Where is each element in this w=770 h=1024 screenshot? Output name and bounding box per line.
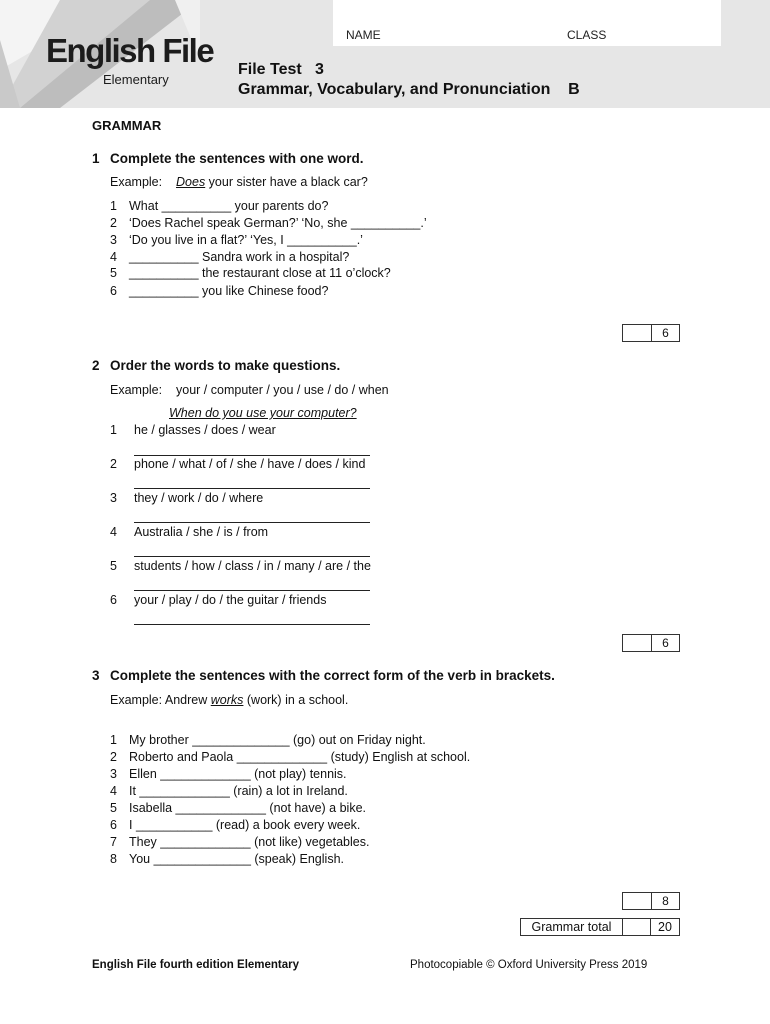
example-rest: (work) in a school. [243,693,349,707]
example-label: Example: [110,383,163,397]
example-answer: Does [176,175,206,189]
q2-item: your / play / do / the guitar / friends [134,593,327,607]
q1-item[interactable]: ‘Does Rachel speak German?’ ‘No, she __________.’ [129,216,427,230]
answer-line[interactable] [134,522,370,523]
grammar-total-label: Grammar total [531,920,612,934]
q2-item: Australia / she / is / from [134,525,269,539]
logo-title: English File [46,32,214,69]
q3-item[interactable]: I ___________ (read) a book every week. [129,818,361,832]
q2-item: students / how / class / in / many / are / the [134,559,371,573]
q1-item[interactable]: __________ Sandra work in a hospital? [129,250,350,264]
answer-line[interactable] [134,556,370,557]
q3-score-box[interactable] [622,892,680,910]
item-number: 2 [110,216,117,230]
q1-example [110,175,368,189]
q2-number: 2 [92,358,100,373]
footer-copyright: Photocopiable © Oxford University Press 2019 [410,959,648,971]
q1-instruction: Complete the sentences with one word. [110,151,364,166]
item-number: 1 [110,423,117,437]
item-number: 5 [110,266,117,280]
item-number: 6 [110,818,117,832]
q1-item[interactable]: __________ you like Chinese food? [129,284,329,298]
item-number: 5 [110,559,117,573]
q3-item[interactable]: Isabella _____________ (not have) a bike. [129,801,366,815]
q1-score: 6 [662,326,669,340]
q3-item[interactable]: Ellen _____________ (not play) tennis. [129,767,347,781]
q1-heading [92,151,364,166]
example-label: Example: Andrew [110,693,211,707]
class-label: CLASS [567,28,607,42]
q2-score: 6 [662,636,669,650]
answer-line[interactable] [134,624,370,625]
q3-item[interactable]: They _____________ (not like) vegetables. [129,835,370,849]
item-number: 4 [110,784,117,798]
q3-item[interactable]: It _____________ (rain) a lot in Ireland. [129,784,348,798]
q2-example-answer: When do you use your computer? [169,406,357,420]
item-number: 1 [110,733,117,747]
q3-item[interactable]: You ______________ (speak) English. [129,852,344,866]
q3-instruction: Complete the sentences with the correct form of the verb in brackets. [110,668,555,683]
q1-item[interactable]: What __________ your parents do? [129,199,329,213]
example-answer: works [210,693,244,707]
english-file-logo [46,32,214,87]
q3-item[interactable]: My brother ______________ (go) out on Friday night. [129,733,426,747]
item-number: 4 [110,525,117,539]
item-number: 7 [110,835,117,849]
grammar-total-value: 20 [658,920,672,934]
item-number: 2 [110,457,117,471]
test-title: File Test 3 [238,61,324,78]
item-number: 1 [110,199,117,213]
test-subtitle: Grammar, Vocabulary, and Pronunciation B [238,81,580,98]
item-number: 3 [110,233,117,247]
q2-example [110,383,389,397]
q3-item[interactable]: Roberto and Paola _____________ (study) English at school. [129,750,471,764]
item-number: 5 [110,801,117,815]
item-number: 2 [110,750,117,764]
footer-edition: English File fourth edition Elementary [92,959,300,971]
grammar-total-box[interactable] [520,918,680,936]
answer-line[interactable] [134,455,370,456]
q3-heading [92,668,555,683]
example-rest: your sister have a black car? [205,175,368,189]
q2-score-box[interactable] [622,634,680,652]
q2-heading [92,358,340,373]
q2-item: he / glasses / does / wear [134,423,276,437]
item-number: 4 [110,250,117,264]
item-number: 3 [110,491,117,505]
item-number: 3 [110,767,117,781]
q2-instruction: Order the words to make questions. [110,358,341,373]
name-class-box[interactable] [333,0,721,46]
section-title: GRAMMAR [92,118,162,133]
logo-subtitle: Elementary [103,72,169,87]
q3-score: 8 [662,894,669,908]
item-number: 6 [110,593,117,607]
q3-number: 3 [92,668,100,683]
item-number: 6 [110,284,117,298]
header-banner [0,0,770,108]
q2-item: phone / what / of / she / have / does / kind [134,457,366,471]
q1-number: 1 [92,151,100,166]
q1-score-box[interactable] [622,324,680,342]
name-label: NAME [346,28,381,42]
q3-example [110,693,348,707]
q2-item: they / work / do / where [134,491,264,505]
example-label: Example: [110,175,163,189]
q1-item[interactable]: __________ the restaurant close at 11 o’clock? [129,266,391,280]
answer-line[interactable] [134,590,370,591]
answer-line[interactable] [134,488,370,489]
q1-item[interactable]: ‘Do you live in a flat?’ ‘Yes, I __________.’ [129,233,363,247]
example-words: your / computer / you / use / do / when [176,383,389,397]
item-number: 8 [110,852,117,866]
